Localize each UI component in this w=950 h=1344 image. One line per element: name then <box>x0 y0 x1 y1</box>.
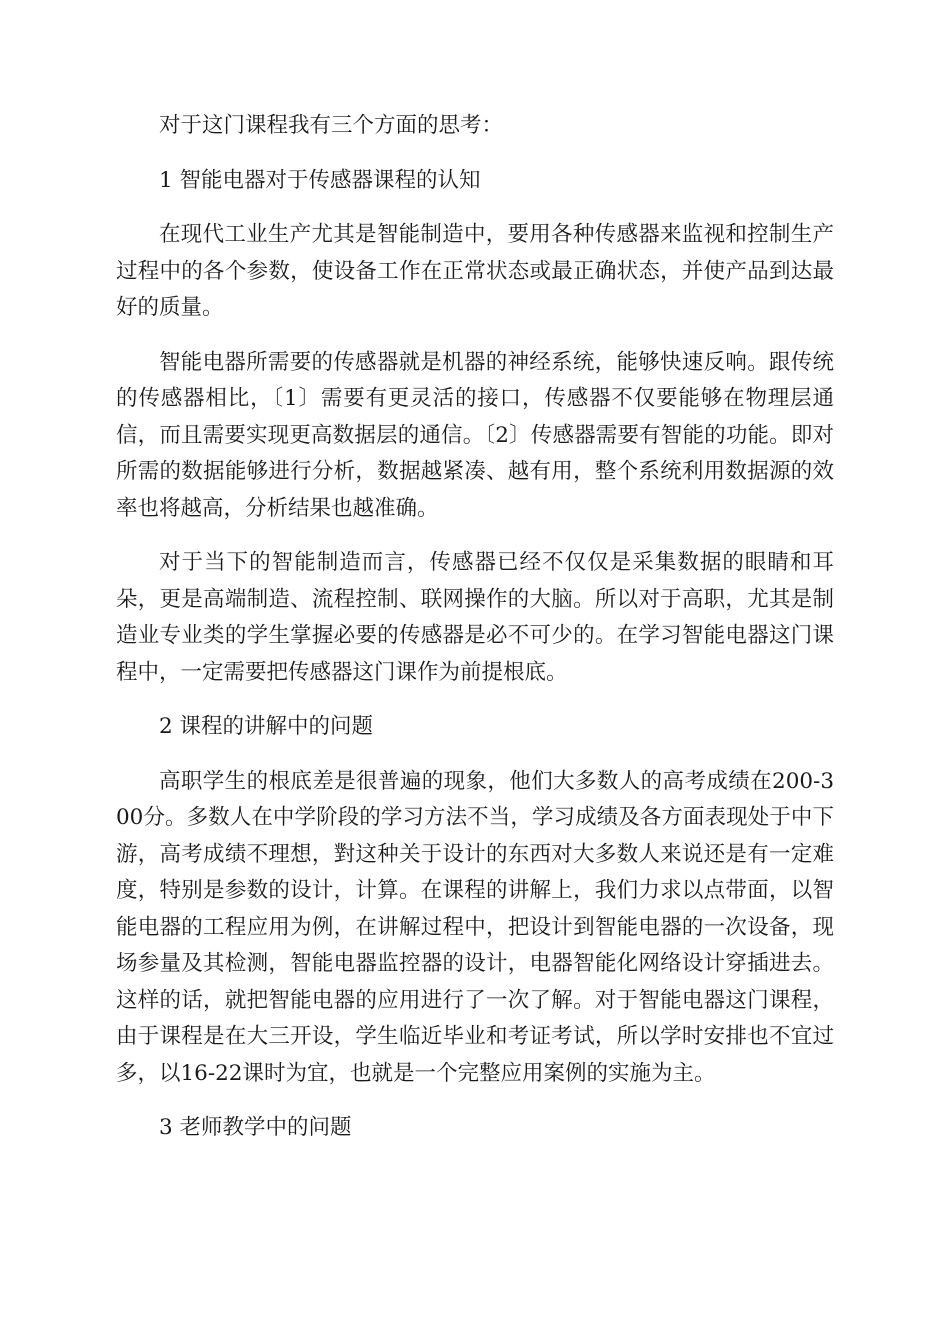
intro-text: 对于这门课程我有三个方面的思考： <box>159 113 504 138</box>
section-1-paragraph: 智能电器所需要的传感器就是机器的神经系统，能够快速反响。跟传统的传感器相比，〔1〕需要有更灵活的接口，传感器不仅要能够在物理层通信，而且需要实现更高数据层的通信。〔2〕传感器需要有智能的功能。即对所需的数据能够进行分析，数据越紧凑、越有用，整个系统利用数据源的效率也将越高，分析结果也越准确。 <box>116 349 834 521</box>
section-2-heading: 2 课程的讲解中的问题 <box>159 714 374 739</box>
document-body <box>116 108 834 1165</box>
section-3-heading: 3 老师教学中的问题 <box>159 1115 352 1140</box>
section-1-heading: 1 智能电器对于传感器课程的认知 <box>159 167 481 193</box>
section-1-paragraph: 对于当下的智能制造而言，传感器已经不仅仅是采集数据的眼睛和耳朵，更是高端制造、流程控制、联网操作的大脑。所以对于高职，尤其是制造业专业类的学生掌握必要的传感器是必不可少的。在学习智能电器这门课程中，一定需要把传感器这门课作为前提根底。 <box>116 550 834 685</box>
section-2-paragraph: 高职学生的根底差是很普遍的现象，他们大多数人的高考成绩在200-300分。多数人在中学阶段的学习方法不当，学习成绩及各方面表现处于中下游，高考成绩不理想，對这种关于设计的东西对大多数人来说还是有一定难度，特别是参数的设计，计算。在课程的讲解上，我们力求以点带面，以智能电器的工程应用为例，在讲解过程中，把设计到智能电器的一次设备，现场参量及其检测，智能电器监控器的设计，电器智能化网络设计穿插进去。这样的话，就把智能电器的应用进行了一次了解。对于智能电器这门课程，由于课程是在大三开设，学生临近毕业和考证考试，所以学时安排也不宜过多，以16-22课时为宜，也就是一个完整应用案例的实施为主。 <box>116 768 834 1086</box>
section-1-paragraph: 在现代工业生产尤其是智能制造中，要用各种传感器来监视和控制生产过程中的各个参数，使设备工作在正常状态或最正确状态，并使产品到达最好的质量。 <box>116 222 834 320</box>
